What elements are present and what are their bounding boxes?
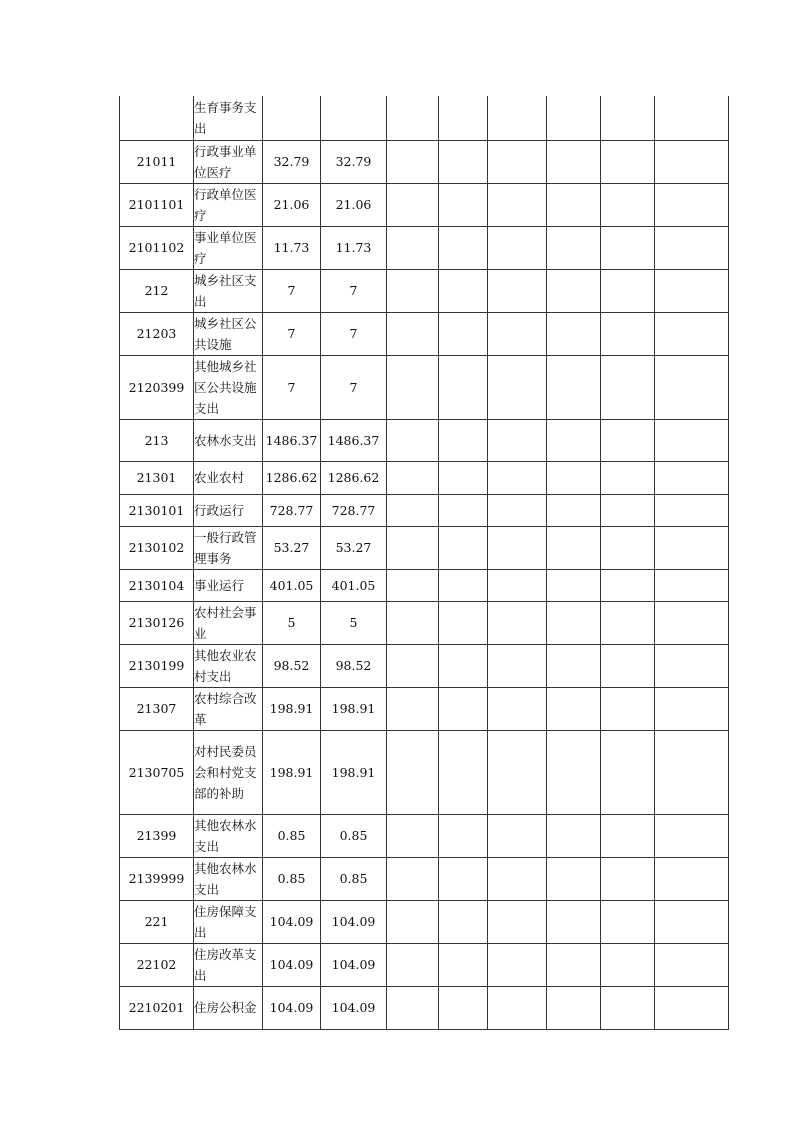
- empty-cell: [439, 943, 488, 986]
- row-name: 其他城乡社区公共设施支出: [194, 355, 263, 419]
- empty-cell: [601, 687, 655, 730]
- empty-cell: [488, 355, 547, 419]
- row-name: 一般行政管理事务: [194, 526, 263, 569]
- row-code: 21011: [120, 140, 194, 183]
- empty-cell: [655, 730, 729, 814]
- empty-cell: [387, 687, 439, 730]
- row-name: 农林水支出: [194, 419, 263, 461]
- empty-cell: [488, 601, 547, 644]
- table-row: [120, 986, 729, 1029]
- empty-cell: [547, 355, 601, 419]
- empty-cell: [387, 900, 439, 943]
- row-name: 生育事务支出: [194, 96, 263, 140]
- row-basic: 98.52: [321, 644, 387, 687]
- table-row: [120, 140, 729, 183]
- row-code: 21301: [120, 461, 194, 494]
- empty-cell: [387, 312, 439, 355]
- table-row: [120, 419, 729, 461]
- table-row: [120, 355, 729, 419]
- empty-cell: [655, 226, 729, 269]
- empty-cell: [387, 601, 439, 644]
- empty-cell: [387, 569, 439, 601]
- empty-cell: [439, 687, 488, 730]
- empty-cell: [601, 569, 655, 601]
- empty-cell: [439, 730, 488, 814]
- row-name: 农村社会事业: [194, 601, 263, 644]
- row-code: 22102: [120, 943, 194, 986]
- row-total: 104.09: [263, 900, 321, 943]
- empty-cell: [387, 419, 439, 461]
- row-name: 事业单位医疗: [194, 226, 263, 269]
- empty-cell: [439, 96, 488, 140]
- empty-cell: [655, 644, 729, 687]
- row-basic: 198.91: [321, 730, 387, 814]
- row-total: [263, 96, 321, 140]
- row-name: 事业运行: [194, 569, 263, 601]
- empty-cell: [601, 461, 655, 494]
- empty-cell: [655, 601, 729, 644]
- table-row: [120, 269, 729, 312]
- empty-cell: [488, 943, 547, 986]
- row-code: 213: [120, 419, 194, 461]
- empty-cell: [439, 986, 488, 1029]
- row-code: 2210201: [120, 986, 194, 1029]
- empty-cell: [387, 730, 439, 814]
- empty-cell: [488, 687, 547, 730]
- empty-cell: [439, 461, 488, 494]
- empty-cell: [439, 226, 488, 269]
- empty-cell: [655, 687, 729, 730]
- row-basic: 728.77: [321, 494, 387, 526]
- row-total: 1286.62: [263, 461, 321, 494]
- table-row: [120, 730, 729, 814]
- row-total: 7: [263, 355, 321, 419]
- table-row: [120, 96, 729, 140]
- empty-cell: [601, 226, 655, 269]
- row-name: 住房保障支出: [194, 900, 263, 943]
- table-row: [120, 644, 729, 687]
- row-total: 104.09: [263, 986, 321, 1029]
- empty-cell: [387, 986, 439, 1029]
- empty-cell: [387, 857, 439, 900]
- row-code: 21399: [120, 814, 194, 857]
- row-name: 行政运行: [194, 494, 263, 526]
- empty-cell: [439, 355, 488, 419]
- empty-cell: [601, 183, 655, 226]
- row-name: 行政单位医疗: [194, 183, 263, 226]
- empty-cell: [655, 569, 729, 601]
- empty-cell: [655, 900, 729, 943]
- row-code: 2130705: [120, 730, 194, 814]
- empty-cell: [547, 644, 601, 687]
- budget-table: [119, 96, 729, 1030]
- row-total: 21.06: [263, 183, 321, 226]
- row-code: 221: [120, 900, 194, 943]
- row-code: 2130101: [120, 494, 194, 526]
- empty-cell: [655, 269, 729, 312]
- table-row: [120, 183, 729, 226]
- empty-cell: [387, 494, 439, 526]
- row-basic: 401.05: [321, 569, 387, 601]
- row-total: 104.09: [263, 943, 321, 986]
- empty-cell: [387, 96, 439, 140]
- empty-cell: [601, 857, 655, 900]
- empty-cell: [488, 730, 547, 814]
- row-name: 住房公积金: [194, 986, 263, 1029]
- empty-cell: [601, 419, 655, 461]
- table-row: [120, 461, 729, 494]
- empty-cell: [387, 461, 439, 494]
- row-name: 行政事业单位医疗: [194, 140, 263, 183]
- empty-cell: [601, 986, 655, 1029]
- empty-cell: [488, 269, 547, 312]
- row-total: 0.85: [263, 857, 321, 900]
- empty-cell: [488, 569, 547, 601]
- row-basic: 11.73: [321, 226, 387, 269]
- row-code: 2130199: [120, 644, 194, 687]
- empty-cell: [387, 183, 439, 226]
- row-basic: 104.09: [321, 943, 387, 986]
- row-total: 7: [263, 269, 321, 312]
- empty-cell: [488, 183, 547, 226]
- row-basic: 104.09: [321, 986, 387, 1029]
- empty-cell: [439, 814, 488, 857]
- row-total: 728.77: [263, 494, 321, 526]
- row-basic: 0.85: [321, 857, 387, 900]
- empty-cell: [488, 461, 547, 494]
- row-code: 2130104: [120, 569, 194, 601]
- empty-cell: [488, 226, 547, 269]
- row-code: 21307: [120, 687, 194, 730]
- empty-cell: [547, 601, 601, 644]
- empty-cell: [488, 814, 547, 857]
- empty-cell: [488, 526, 547, 569]
- empty-cell: [439, 900, 488, 943]
- row-code: 212: [120, 269, 194, 312]
- row-name: 农村综合改革: [194, 687, 263, 730]
- empty-cell: [488, 900, 547, 943]
- empty-cell: [547, 900, 601, 943]
- row-total: 98.52: [263, 644, 321, 687]
- empty-cell: [387, 943, 439, 986]
- row-basic: 1286.62: [321, 461, 387, 494]
- row-basic: 5: [321, 601, 387, 644]
- empty-cell: [439, 526, 488, 569]
- row-code: 2139999: [120, 857, 194, 900]
- empty-cell: [547, 96, 601, 140]
- row-code: 2101102: [120, 226, 194, 269]
- row-name: 农业农村: [194, 461, 263, 494]
- row-name: 城乡社区支出: [194, 269, 263, 312]
- empty-cell: [439, 419, 488, 461]
- row-basic: 1486.37: [321, 419, 387, 461]
- table-row: [120, 900, 729, 943]
- empty-cell: [547, 943, 601, 986]
- empty-cell: [547, 730, 601, 814]
- empty-cell: [547, 461, 601, 494]
- table-row: [120, 494, 729, 526]
- empty-cell: [439, 494, 488, 526]
- empty-cell: [547, 857, 601, 900]
- empty-cell: [655, 461, 729, 494]
- empty-cell: [488, 140, 547, 183]
- empty-cell: [601, 943, 655, 986]
- empty-cell: [387, 355, 439, 419]
- empty-cell: [601, 355, 655, 419]
- empty-cell: [547, 269, 601, 312]
- row-code: 2130102: [120, 526, 194, 569]
- empty-cell: [655, 96, 729, 140]
- empty-cell: [488, 986, 547, 1029]
- empty-cell: [547, 526, 601, 569]
- table-row: [120, 943, 729, 986]
- row-total: 5: [263, 601, 321, 644]
- empty-cell: [488, 644, 547, 687]
- empty-cell: [655, 943, 729, 986]
- empty-cell: [439, 601, 488, 644]
- empty-cell: [439, 183, 488, 226]
- empty-cell: [547, 140, 601, 183]
- row-basic: 21.06: [321, 183, 387, 226]
- row-code: 21203: [120, 312, 194, 355]
- empty-cell: [655, 419, 729, 461]
- row-basic: [321, 96, 387, 140]
- row-name: 住房改革支出: [194, 943, 263, 986]
- table-row: [120, 569, 729, 601]
- row-name: 城乡社区公共设施: [194, 312, 263, 355]
- empty-cell: [601, 140, 655, 183]
- row-basic: 0.85: [321, 814, 387, 857]
- empty-cell: [439, 312, 488, 355]
- empty-cell: [601, 312, 655, 355]
- row-code: 2101101: [120, 183, 194, 226]
- empty-cell: [439, 269, 488, 312]
- row-name: 其他农林水支出: [194, 814, 263, 857]
- empty-cell: [387, 814, 439, 857]
- row-code: [120, 96, 194, 140]
- table-row: [120, 687, 729, 730]
- row-name: 其他农林水支出: [194, 857, 263, 900]
- row-total: 11.73: [263, 226, 321, 269]
- empty-cell: [387, 644, 439, 687]
- empty-cell: [655, 857, 729, 900]
- empty-cell: [488, 494, 547, 526]
- empty-cell: [547, 226, 601, 269]
- row-total: 53.27: [263, 526, 321, 569]
- empty-cell: [547, 419, 601, 461]
- empty-cell: [655, 986, 729, 1029]
- empty-cell: [655, 814, 729, 857]
- empty-cell: [601, 730, 655, 814]
- row-basic: 7: [321, 269, 387, 312]
- table-row: [120, 226, 729, 269]
- row-total: 0.85: [263, 814, 321, 857]
- empty-cell: [488, 857, 547, 900]
- empty-cell: [488, 96, 547, 140]
- empty-cell: [387, 526, 439, 569]
- row-total: 7: [263, 312, 321, 355]
- empty-cell: [547, 986, 601, 1029]
- empty-cell: [655, 526, 729, 569]
- empty-cell: [655, 183, 729, 226]
- row-code: 2120399: [120, 355, 194, 419]
- row-name: 对村民委员会和村党支部的补助: [194, 730, 263, 814]
- row-basic: 7: [321, 312, 387, 355]
- empty-cell: [547, 312, 601, 355]
- row-basic: 7: [321, 355, 387, 419]
- table-row: [120, 814, 729, 857]
- table-row: [120, 857, 729, 900]
- empty-cell: [547, 687, 601, 730]
- empty-cell: [387, 226, 439, 269]
- empty-cell: [601, 644, 655, 687]
- row-total: 198.91: [263, 687, 321, 730]
- empty-cell: [655, 355, 729, 419]
- empty-cell: [439, 140, 488, 183]
- empty-cell: [601, 96, 655, 140]
- empty-cell: [547, 569, 601, 601]
- empty-cell: [601, 494, 655, 526]
- row-total: 198.91: [263, 730, 321, 814]
- row-total: 401.05: [263, 569, 321, 601]
- empty-cell: [547, 494, 601, 526]
- empty-cell: [601, 814, 655, 857]
- empty-cell: [439, 857, 488, 900]
- empty-cell: [655, 140, 729, 183]
- row-basic: 53.27: [321, 526, 387, 569]
- table-row: [120, 312, 729, 355]
- row-code: 2130126: [120, 601, 194, 644]
- empty-cell: [547, 183, 601, 226]
- empty-cell: [439, 569, 488, 601]
- row-name: 其他农业农村支出: [194, 644, 263, 687]
- empty-cell: [547, 814, 601, 857]
- empty-cell: [439, 644, 488, 687]
- empty-cell: [655, 312, 729, 355]
- empty-cell: [488, 312, 547, 355]
- empty-cell: [488, 419, 547, 461]
- empty-cell: [601, 900, 655, 943]
- row-basic: 32.79: [321, 140, 387, 183]
- row-basic: 198.91: [321, 687, 387, 730]
- empty-cell: [601, 526, 655, 569]
- row-total: 32.79: [263, 140, 321, 183]
- empty-cell: [601, 601, 655, 644]
- row-total: 1486.37: [263, 419, 321, 461]
- table-row: [120, 526, 729, 569]
- row-basic: 104.09: [321, 900, 387, 943]
- empty-cell: [387, 269, 439, 312]
- empty-cell: [601, 269, 655, 312]
- empty-cell: [387, 140, 439, 183]
- table-row: [120, 601, 729, 644]
- empty-cell: [655, 494, 729, 526]
